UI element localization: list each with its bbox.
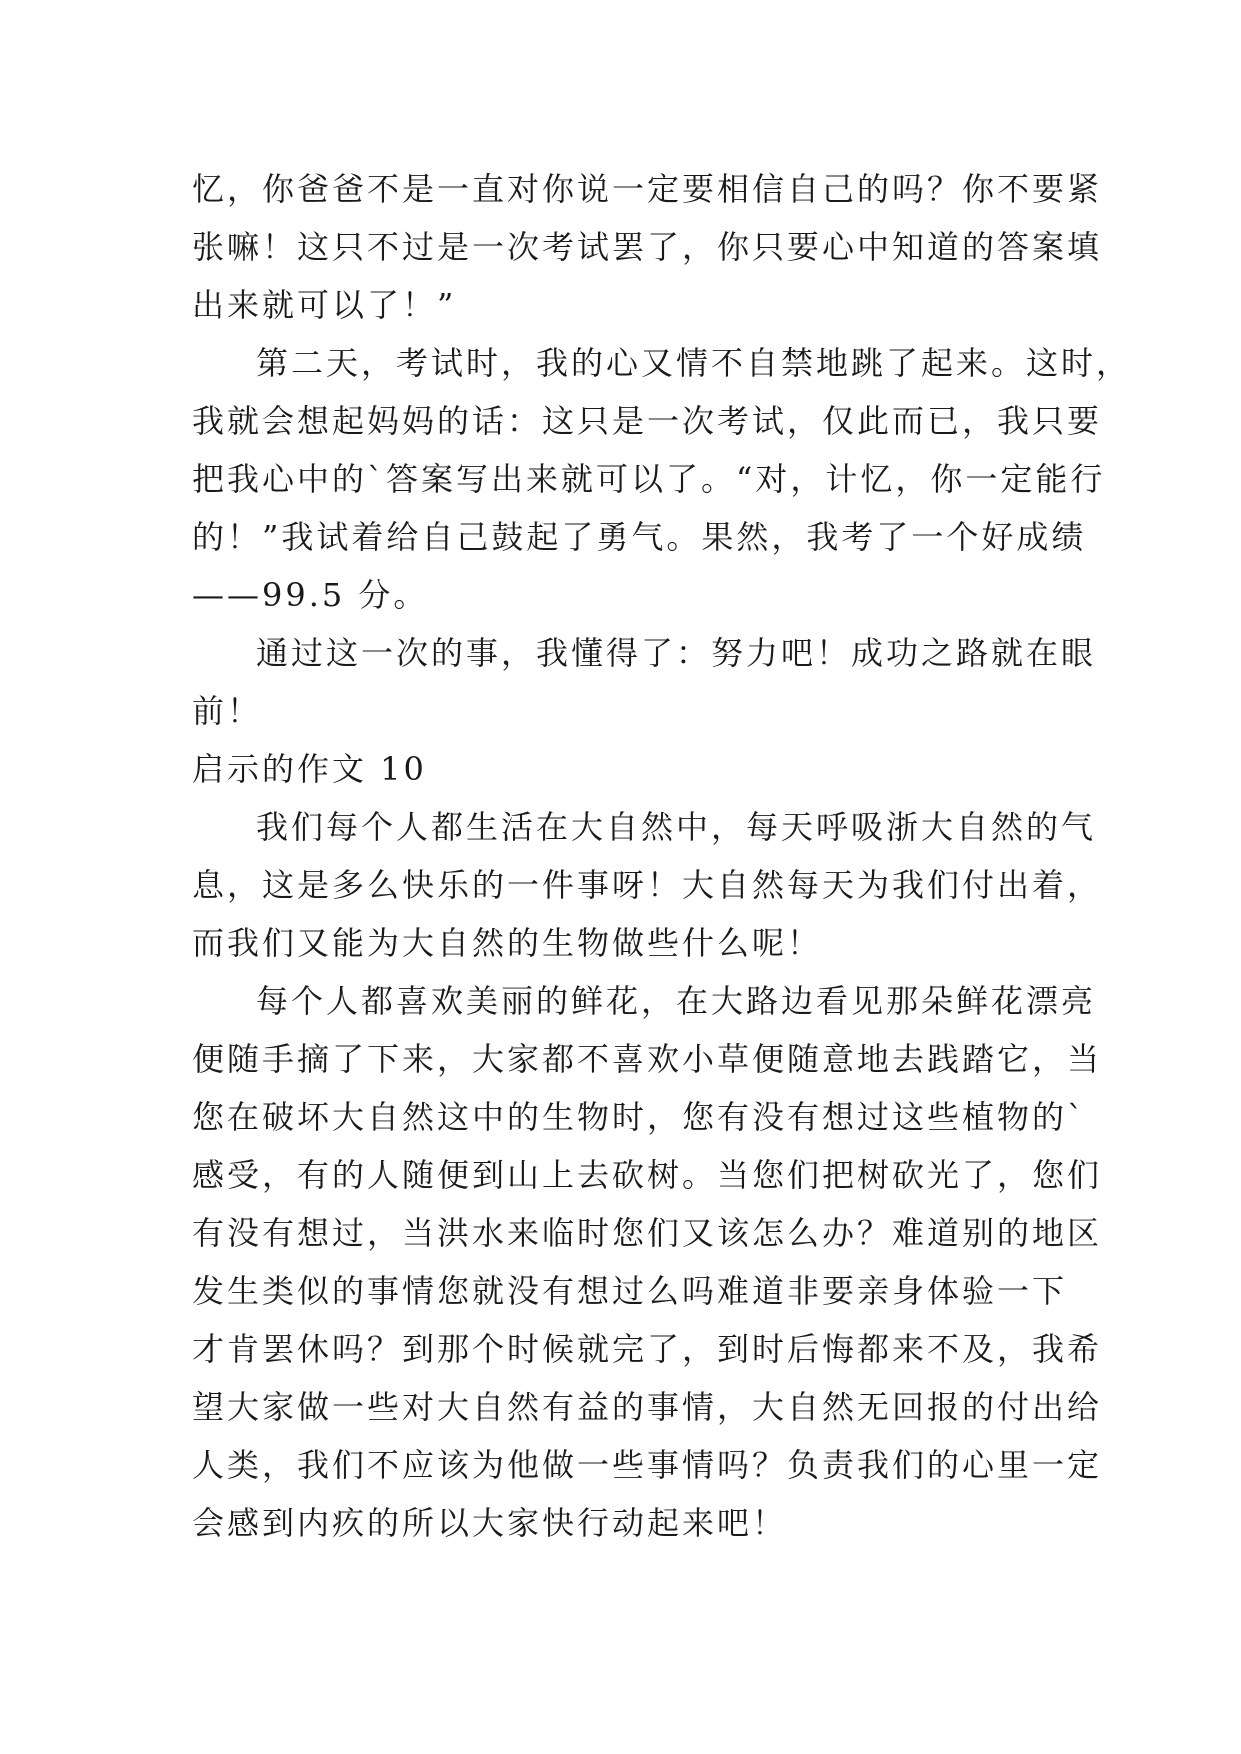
- text-line: 忆，你爸爸不是一直对你说一定要相信自己的吗？你不要紧: [192, 170, 1103, 208]
- text-line: 有没有想过，当洪水来临时您们又该怎么办？难道别的地区: [192, 1214, 1103, 1252]
- text-line: 出来就可以了！”: [192, 286, 457, 324]
- text-line: 才肯罢休吗？到那个时候就完了，到时后悔都来不及，我希: [192, 1330, 1103, 1368]
- text-line: 人类，我们不应该为他做一些事情吗？负责我们的心里一定: [192, 1446, 1103, 1484]
- text-line: 会感到内疚的所以大家快行动起来吧！: [192, 1504, 788, 1542]
- text-line: 望大家做一些对大自然有益的事情，大自然无回报的付出给: [192, 1388, 1103, 1426]
- text-line: 把我心中的`答案写出来就可以了。“对，计忆，你一定能行: [192, 460, 1106, 498]
- text-line: 每个人都喜欢美丽的鲜花，在大路边看见那朵鲜花漂亮: [256, 982, 1097, 1020]
- text-line: 发生类似的事情您就没有想过么吗难道非要亲身体验一下: [192, 1272, 1068, 1310]
- document-page: [192, 160, 1132, 1552]
- text-line: 通过这一次的事，我懂得了：努力吧！成功之路就在眼: [256, 634, 1097, 672]
- text-line: 的！”我试着给自己鼓起了勇气。果然，我考了一个好成绩: [192, 518, 1087, 556]
- text-line: 前！: [192, 692, 263, 730]
- text-line: 便随手摘了下来，大家都不喜欢小草便随意地去践踏它，当: [192, 1040, 1103, 1078]
- text-line: 息，这是多么快乐的一件事呀！大自然每天为我们付出着，: [192, 866, 1103, 904]
- text-line: 感受，有的人随便到山上去砍树。当您们把树砍光了，您们: [192, 1156, 1103, 1194]
- text-line: 我们每个人都生活在大自然中，每天呼吸浙大自然的气: [256, 808, 1097, 846]
- text-line: 而我们又能为大自然的生物做些什么呢！: [192, 924, 823, 962]
- text-line: 张嘛！这只不过是一次考试罢了，你只要心中知道的答案填: [192, 228, 1103, 266]
- text-line: 我就会想起妈妈的话：这只是一次考试，仅此而已，我只要: [192, 402, 1103, 440]
- text-line: 您在破坏大自然这中的生物时，您有没有想过这些植物的`: [192, 1098, 1087, 1136]
- text-line: 启示的作文 10: [192, 750, 427, 788]
- text-line: 第二天，考试时，我的心又情不自禁地跳了起来。这时，: [256, 344, 1132, 382]
- text-line: ——99.5 分。: [192, 576, 429, 614]
